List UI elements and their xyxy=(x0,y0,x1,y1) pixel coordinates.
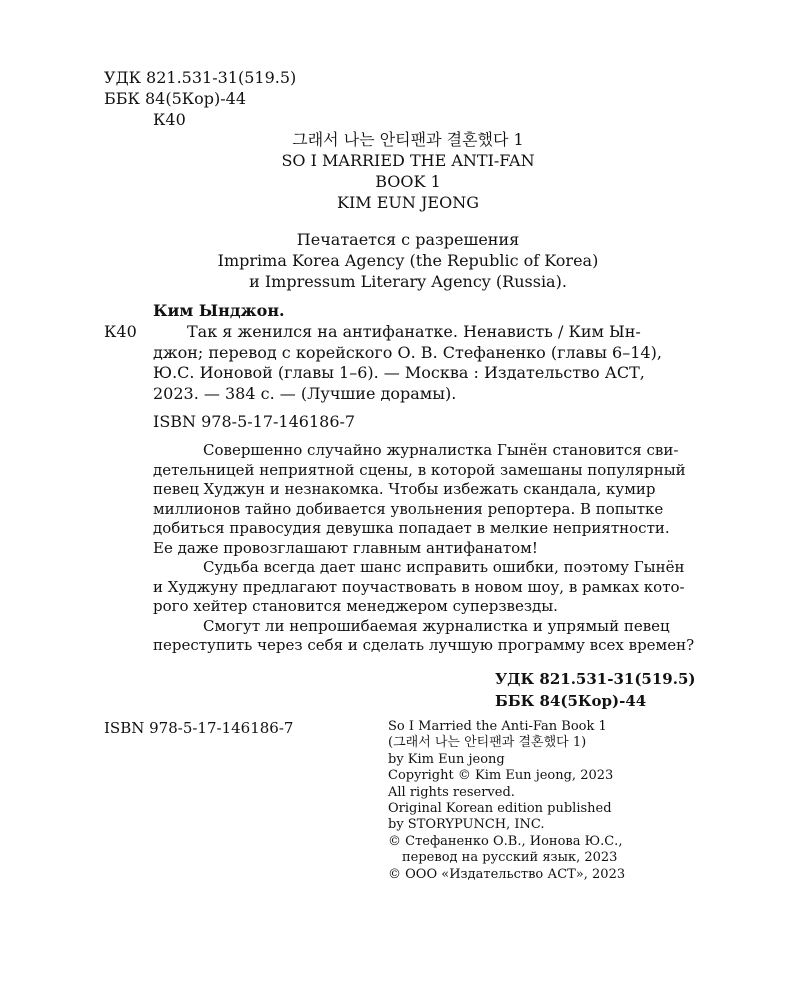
author-heading: Ким Ынджон. xyxy=(153,301,285,320)
copyright-line: So I Married the Anti-Fan Book 1 xyxy=(388,719,607,734)
permission-line-3: и Impressum Literary Agency (Russia). xyxy=(249,272,567,291)
copyright-line: Copyright © Kim Eun jeong, 2023 xyxy=(388,768,614,784)
original-title-block xyxy=(150,130,666,213)
annotation-line: Совершенно случайно журналистка Гынён становится сви- xyxy=(203,441,679,459)
bibliography-code: К40 xyxy=(104,322,137,341)
annotation-line: певец Худжун и незнакомка. Чтобы избежать скандала, кумир xyxy=(153,480,656,498)
annotation-line: детельницей неприятной сцены, в которой замешаны популярный xyxy=(153,460,686,479)
copyright-line: перевод на русский язык, 2023 xyxy=(402,850,618,866)
copyright-line: All rights reserved. xyxy=(388,784,515,800)
footer-bbk: ББК 84(5Кор)-44 xyxy=(495,692,647,710)
book-number: BOOK 1 xyxy=(375,172,441,191)
bibliography-description xyxy=(153,322,707,404)
annotation-line: Смогут ли непрошибаемая журналистка и упрямый певец xyxy=(203,616,670,635)
annotation-line: Ее даже провозглашают главным антифанатом! xyxy=(153,538,538,557)
annotation-line: рого хейтер становится менеджером суперзвезды. xyxy=(153,597,558,615)
permission-block xyxy=(150,230,666,292)
korean-title: 그래서 나는 안티팬과 결혼했다 1 xyxy=(292,130,524,149)
english-title: SO I MARRIED THE ANTI-FAN xyxy=(281,151,535,170)
bibliography-line: Ю.С. Ионовой (главы 1–6). — Москва : Издательство АСТ, xyxy=(153,363,645,382)
bbk-line: ББК 84(5Кор)-44 xyxy=(104,89,247,108)
copyright-line: © ООО «Издательство АСТ», 2023 xyxy=(388,866,626,882)
bibliography-line: джон; перевод с корейского О. В. Стефаненко (главы 6–14), xyxy=(153,342,662,362)
copyright-block xyxy=(388,719,708,883)
footer-udk: УДК 821.531-31(519.5) xyxy=(495,670,696,688)
bibliography-line: Так я женился на антифанатке. Ненависть / Ким Ын- xyxy=(187,322,641,341)
annotation-line: переступить через себя и сделать лучшую программу всех времен? xyxy=(153,636,695,654)
permission-line-2: Imprima Korea Agency (the Republic of Korea) xyxy=(217,251,599,270)
annotation-line: добиться правосудия девушка попадает в мелкие неприятности. xyxy=(153,519,670,537)
footer-isbn: ISBN 978-5-17-146186-7 xyxy=(104,719,294,737)
copyright-line: (그래서 나는 안티팬과 결혼했다 1) xyxy=(388,735,587,751)
copyright-line: by Kim Eun jeong xyxy=(388,751,505,767)
bibliography-line: 2023. — 384 с. — (Лучшие дорамы). xyxy=(153,383,457,403)
isbn-record: ISBN 978-5-17-146186-7 xyxy=(153,412,356,431)
permission-line-1: Печатается с разрешения xyxy=(296,230,520,249)
udk-line: УДК 821.531-31(519.5) xyxy=(104,68,297,87)
classification-code: К40 xyxy=(153,110,186,129)
copyright-line: © Стефаненко О.В., Ионова Ю.С., xyxy=(388,833,623,849)
annotation-line: Судьба всегда дает шанс исправить ошибки, поэтому Гынён xyxy=(203,558,685,576)
annotation xyxy=(153,441,707,656)
original-author: KIM EUN JEONG xyxy=(337,193,479,212)
annotation-line: миллионов тайно добивается увольнения репортера. В попытке xyxy=(153,499,664,518)
annotation-line: и Худжуну предлагают поучаствовать в новом шоу, в рамках кото- xyxy=(153,577,685,596)
copyright-line: Original Korean edition published xyxy=(388,801,612,817)
copyright-line: by STORYPUNCH, INC. xyxy=(388,817,545,833)
